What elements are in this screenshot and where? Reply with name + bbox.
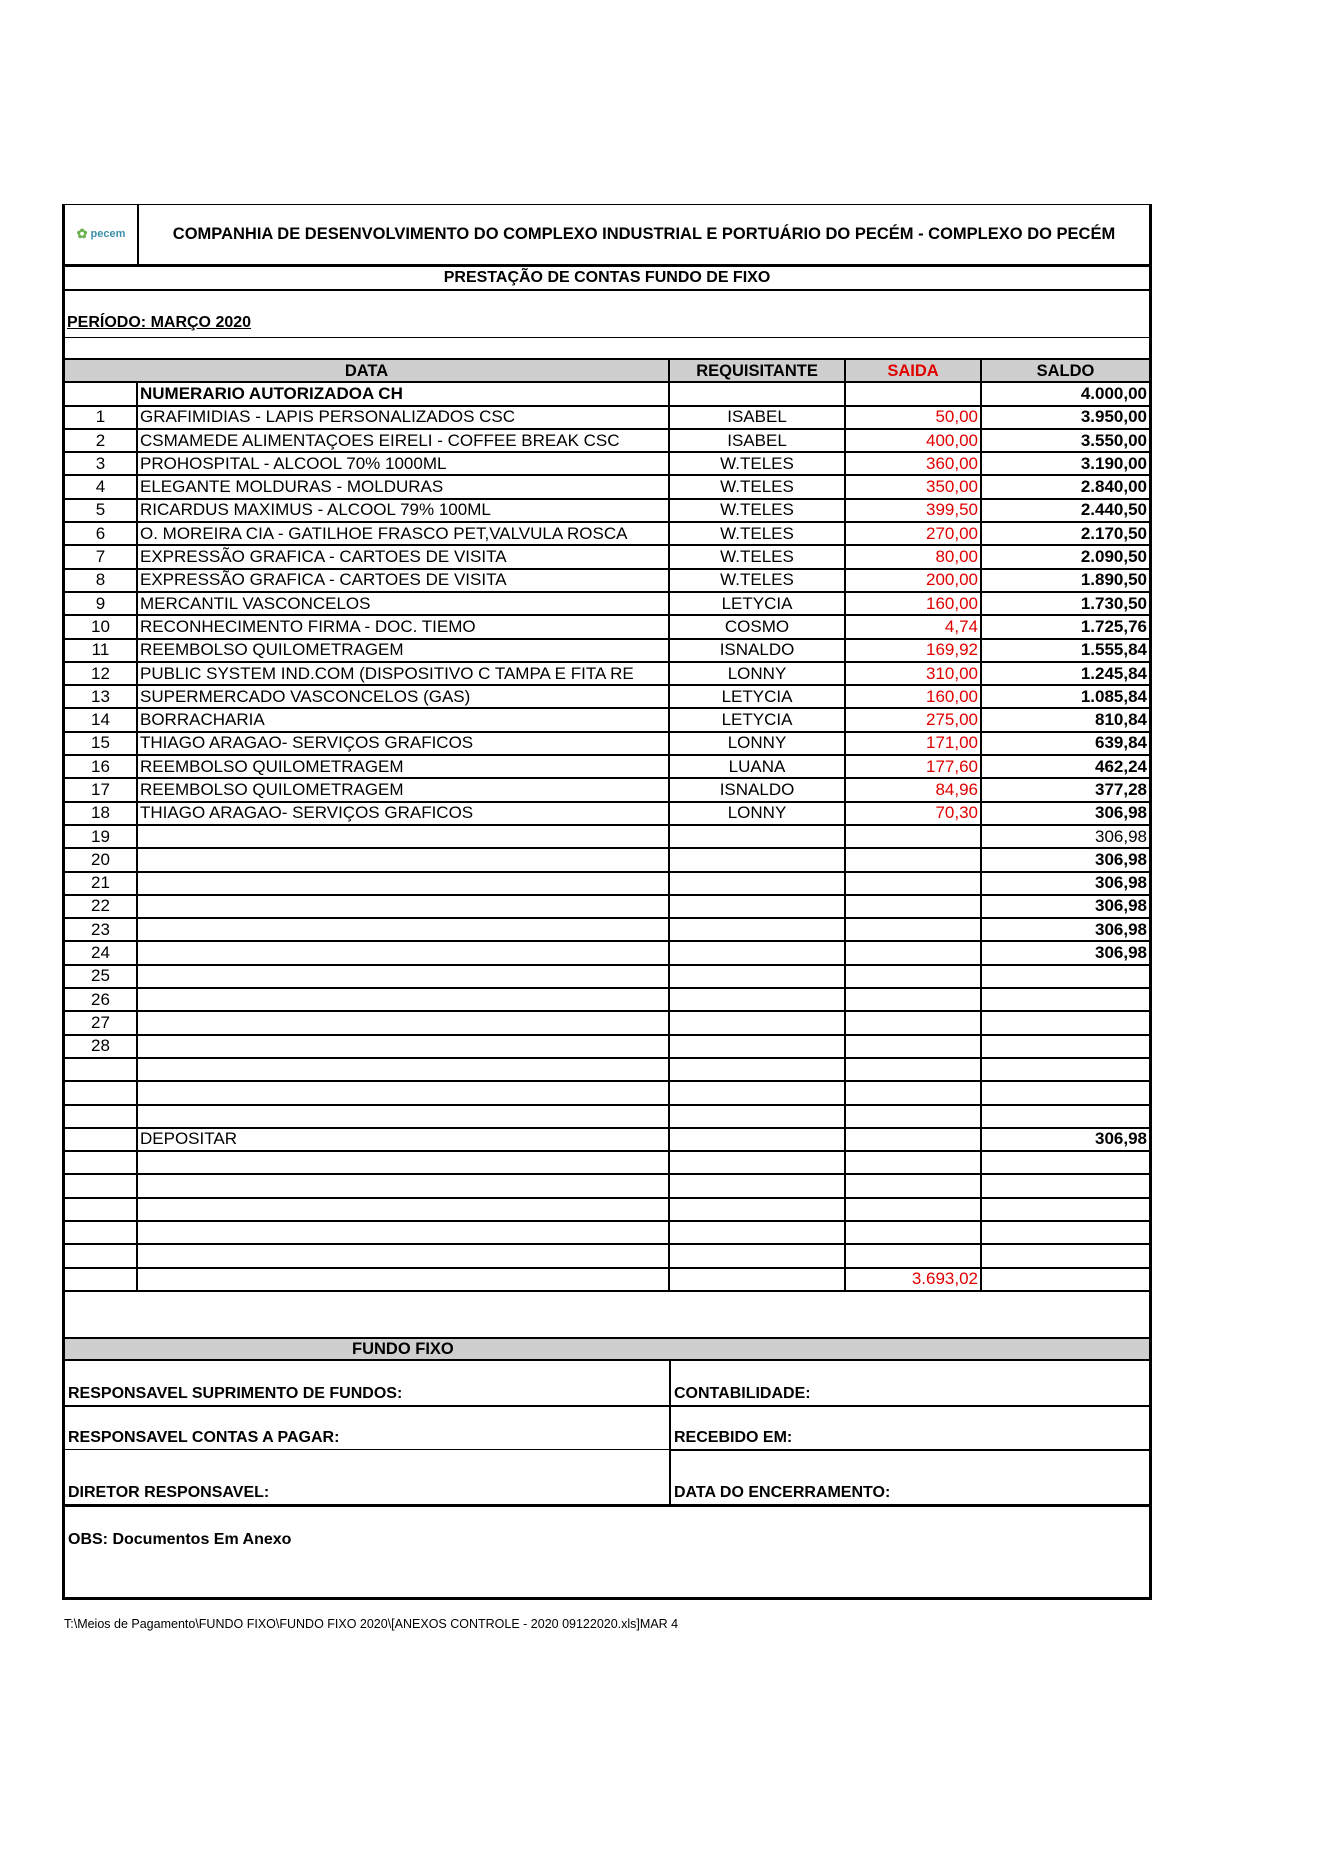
table-row — [65, 941, 1149, 964]
row-description — [137, 1151, 669, 1174]
row-description — [137, 1011, 669, 1034]
row-requisitante — [669, 965, 845, 988]
table-row — [65, 1035, 1149, 1058]
row-description: SUPERMERCADO VASCONCELOS (GAS) — [137, 685, 669, 708]
opening-saldo: 4.000,00 — [981, 382, 1149, 405]
row-description: O. MOREIRA CIA - GATILHOE FRASCO PET,VALVULA ROSCA — [137, 522, 669, 545]
row-saida: 310,00 — [845, 662, 981, 685]
row-saida — [845, 895, 981, 918]
row-number: 21 — [65, 872, 137, 895]
row-saida: 275,00 — [845, 708, 981, 731]
obs-text: OBS: Documentos Em Anexo — [68, 1530, 292, 1548]
row-description: PROHOSPITAL - ALCOOL 70% 1000ML — [137, 452, 669, 475]
row-description — [137, 918, 669, 941]
row-requisitante — [669, 1174, 845, 1197]
row-saida — [845, 1221, 981, 1244]
row-requisitante: ISABEL — [669, 406, 845, 429]
row-saldo: 1.730,50 — [981, 592, 1149, 615]
spacer-row — [65, 337, 1149, 360]
row-saldo: 462,24 — [981, 755, 1149, 778]
sig-contabilidade: CONTABILIDADE: — [674, 1384, 811, 1402]
row-saldo — [981, 1081, 1149, 1104]
table-row — [65, 1244, 1149, 1267]
row-saldo: 1.555,84 — [981, 639, 1149, 662]
row-saida — [845, 872, 981, 895]
row-description: RICARDUS MAXIMUS - ALCOOL 79% 100ML — [137, 499, 669, 522]
row-number: 6 — [65, 522, 137, 545]
row-requisitante — [669, 872, 845, 895]
table-row — [65, 895, 1149, 918]
row-description — [137, 965, 669, 988]
row-number — [65, 1198, 137, 1221]
row-saldo — [981, 1244, 1149, 1267]
table-row — [65, 406, 1149, 429]
row-description: THIAGO ARAGAO- SERVIÇOS GRAFICOS — [137, 802, 669, 825]
row-description — [137, 1174, 669, 1197]
row-saida — [845, 1105, 981, 1128]
row-requisitante — [669, 1221, 845, 1244]
table-row — [65, 1081, 1149, 1104]
row-description — [137, 1081, 669, 1104]
row-saldo: 306,98 — [981, 895, 1149, 918]
row-number: 20 — [65, 848, 137, 871]
row-requisitante: W.TELES — [669, 452, 845, 475]
table-row — [65, 522, 1149, 545]
fundo-fixo-label: FUNDO FIXO — [65, 1339, 1149, 1361]
row-saldo: 306,98 — [981, 941, 1149, 964]
table-row — [65, 569, 1149, 592]
row-number: 25 — [65, 965, 137, 988]
row-description: PUBLIC SYSTEM IND.COM (DISPOSITIVO C TAMPA E FITA RE — [137, 662, 669, 685]
row-saida — [845, 1174, 981, 1197]
period-section — [65, 291, 1149, 337]
table-row — [65, 1221, 1149, 1244]
row-saida: 400,00 — [845, 429, 981, 452]
row-description: RECONHECIMENTO FIRMA - DOC. TIEMO — [137, 615, 669, 638]
row-saldo: 306,98 — [981, 918, 1149, 941]
sig-encerramento: DATA DO ENCERRAMENTO: — [674, 1483, 891, 1501]
row-description — [137, 941, 669, 964]
row-saldo: 1.725,76 — [981, 615, 1149, 638]
row-description — [137, 848, 669, 871]
row-description — [137, 1244, 669, 1267]
row-saida — [845, 1244, 981, 1267]
table-row — [65, 708, 1149, 731]
row-requisitante: W.TELES — [669, 475, 845, 498]
row-number: 28 — [65, 1035, 137, 1058]
row-requisitante: ISABEL — [669, 429, 845, 452]
row-requisitante — [669, 1011, 845, 1034]
period-label: PERÍODO: MARÇO 2020 — [67, 314, 252, 331]
col-header-saldo: SALDO — [981, 360, 1149, 382]
row-requisitante: LETYCIA — [669, 685, 845, 708]
row-saldo — [981, 1198, 1149, 1221]
row-description: REEMBOLSO QUILOMETRAGEM — [137, 639, 669, 662]
row-number: 5 — [65, 499, 137, 522]
row-requisitante: LUANA — [669, 755, 845, 778]
row-number: 14 — [65, 708, 137, 731]
table-row — [65, 1105, 1149, 1128]
row-description: REEMBOLSO QUILOMETRAGEM — [137, 755, 669, 778]
row-saida: 350,00 — [845, 475, 981, 498]
row-saldo — [981, 1151, 1149, 1174]
row-description: THIAGO ARAGAO- SERVIÇOS GRAFICOS — [137, 732, 669, 755]
row-description — [137, 895, 669, 918]
row-requisitante: LONNY — [669, 802, 845, 825]
table-row — [65, 918, 1149, 941]
row-saida — [845, 1128, 981, 1151]
row-saida: 70,30 — [845, 802, 981, 825]
row-saida — [845, 825, 981, 848]
row-number: 22 — [65, 895, 137, 918]
table-row — [65, 1198, 1149, 1221]
row-description — [137, 1221, 669, 1244]
row-requisitante — [669, 1198, 845, 1221]
row-requisitante — [669, 1151, 845, 1174]
row-description — [137, 825, 669, 848]
row-saldo: 3.190,00 — [981, 452, 1149, 475]
row-requisitante: COSMO — [669, 615, 845, 638]
row-saldo: 2.170,50 — [981, 522, 1149, 545]
sig-contas-pagar: RESPONSAVEL CONTAS A PAGAR: — [68, 1428, 340, 1446]
row-number — [65, 1058, 137, 1081]
row-number — [65, 1244, 137, 1267]
row-saldo: 306,98 — [981, 1128, 1149, 1151]
row-requisitante — [669, 1081, 845, 1104]
row-saida: 169,92 — [845, 639, 981, 662]
table-row — [65, 802, 1149, 825]
row-saida — [845, 988, 981, 1011]
row-number — [65, 1081, 137, 1104]
expense-table — [65, 360, 1149, 1292]
row-description: EXPRESSÃO GRAFICA - CARTOES DE VISITA — [137, 545, 669, 568]
row-description — [137, 1035, 669, 1058]
row-saldo: 306,98 — [981, 802, 1149, 825]
row-requisitante — [669, 988, 845, 1011]
row-saida: 80,00 — [845, 545, 981, 568]
row-number: 26 — [65, 988, 137, 1011]
row-requisitante: W.TELES — [669, 545, 845, 568]
row-saida: 3.693,02 — [845, 1268, 981, 1291]
row-description: ELEGANTE MOLDURAS - MOLDURAS — [137, 475, 669, 498]
row-saldo: 2.090,50 — [981, 545, 1149, 568]
col-header-requisitante: REQUISITANTE — [669, 360, 845, 382]
row-description: CSMAMEDE ALIMENTAÇOES EIRELI - COFFEE BREAK CSC — [137, 429, 669, 452]
row-description: MERCANTIL VASCONCELOS — [137, 592, 669, 615]
report-title: PRESTAÇÃO DE CONTAS FUNDO DE FIXO — [65, 267, 1149, 291]
row-number: 23 — [65, 918, 137, 941]
row-number — [65, 1151, 137, 1174]
table-row — [65, 639, 1149, 662]
row-saldo: 2.840,00 — [981, 475, 1149, 498]
sig-recebido: RECEBIDO EM: — [674, 1428, 793, 1446]
col-header-data: DATA — [65, 360, 669, 382]
row-saida: 84,96 — [845, 778, 981, 801]
row-saida: 360,00 — [845, 452, 981, 475]
row-number: 19 — [65, 825, 137, 848]
row-saldo — [981, 988, 1149, 1011]
row-number: 24 — [65, 941, 137, 964]
table-row — [65, 429, 1149, 452]
row-saldo: 810,84 — [981, 708, 1149, 731]
row-number: 4 — [65, 475, 137, 498]
signature-block — [65, 1361, 1149, 1504]
logo-text: pecem — [90, 228, 126, 240]
row-saida: 171,00 — [845, 732, 981, 755]
row-saida: 50,00 — [845, 406, 981, 429]
row-requisitante: W.TELES — [669, 569, 845, 592]
row-saldo — [981, 965, 1149, 988]
table-row — [65, 778, 1149, 801]
row-number: 17 — [65, 778, 137, 801]
row-saldo: 377,28 — [981, 778, 1149, 801]
row-saldo: 306,98 — [981, 825, 1149, 848]
row-saldo — [981, 1221, 1149, 1244]
spacer-row — [65, 1292, 1149, 1339]
row-saida: 160,00 — [845, 592, 981, 615]
table-row — [65, 662, 1149, 685]
row-description — [137, 872, 669, 895]
opening-label: NUMERARIO AUTORIZADOA CH — [137, 382, 669, 405]
col-header-saida: SAIDA — [845, 360, 981, 382]
sig-suprimento: RESPONSAVEL SUPRIMENTO DE FUNDOS: — [68, 1384, 403, 1402]
table-row — [65, 1268, 1149, 1291]
row-saldo: 3.550,00 — [981, 429, 1149, 452]
row-requisitante: LETYCIA — [669, 592, 845, 615]
row-number: 7 — [65, 545, 137, 568]
row-requisitante — [669, 1035, 845, 1058]
row-number — [65, 1268, 137, 1291]
row-requisitante: LETYCIA — [669, 708, 845, 731]
table-row — [65, 475, 1149, 498]
row-number: 8 — [65, 569, 137, 592]
row-saldo: 1.245,84 — [981, 662, 1149, 685]
row-saldo: 306,98 — [981, 872, 1149, 895]
row-number: 27 — [65, 1011, 137, 1034]
row-number: 13 — [65, 685, 137, 708]
file-path-footer: T:\Meios de Pagamento\FUNDO FIXO\FUNDO FIXO 2020\[ANEXOS CONTROLE - 2020 09122020.xls]MAR 4 — [64, 1617, 679, 1631]
table-row — [65, 965, 1149, 988]
row-description: GRAFIMIDIAS - LAPIS PERSONALIZADOS CSC — [137, 406, 669, 429]
table-row — [65, 988, 1149, 1011]
company-name: COMPANHIA DE DESENVOLVIMENTO DO COMPLEXO INDUSTRIAL E PORTUÁRIO DO PECÉM - COMPLEXO DO PECÉM — [172, 225, 1116, 243]
table-row — [65, 872, 1149, 895]
row-number: 18 — [65, 802, 137, 825]
row-description — [137, 988, 669, 1011]
row-number: 9 — [65, 592, 137, 615]
row-number: 15 — [65, 732, 137, 755]
row-saida: 4,74 — [845, 615, 981, 638]
row-requisitante — [669, 1058, 845, 1081]
row-saldo: 306,98 — [981, 848, 1149, 871]
row-requisitante: ISNALDO — [669, 778, 845, 801]
row-saldo: 2.440,50 — [981, 499, 1149, 522]
obs-section — [65, 1504, 1149, 1597]
row-saida: 399,50 — [845, 499, 981, 522]
row-number: 1 — [65, 406, 137, 429]
table-row — [65, 685, 1149, 708]
row-saldo — [981, 1011, 1149, 1034]
row-requisitante: W.TELES — [669, 522, 845, 545]
table-row — [65, 1011, 1149, 1034]
row-saida — [845, 848, 981, 871]
row-saida — [845, 965, 981, 988]
row-saldo: 639,84 — [981, 732, 1149, 755]
table-row — [65, 1058, 1149, 1081]
row-saida — [845, 1035, 981, 1058]
row-saldo — [981, 1268, 1149, 1291]
row-saida — [845, 941, 981, 964]
row-number — [65, 1174, 137, 1197]
row-saida: 160,00 — [845, 685, 981, 708]
leaf-icon: ✿ — [76, 226, 88, 241]
row-number — [65, 1105, 137, 1128]
table-row — [65, 1128, 1149, 1151]
fund-report-sheet — [62, 204, 1152, 1600]
row-requisitante: ISNALDO — [669, 639, 845, 662]
row-description: REEMBOLSO QUILOMETRAGEM — [137, 778, 669, 801]
row-description — [137, 1058, 669, 1081]
row-requisitante — [669, 1268, 845, 1291]
row-saida — [845, 918, 981, 941]
table-row — [65, 545, 1149, 568]
row-requisitante: LONNY — [669, 732, 845, 755]
table-row — [65, 732, 1149, 755]
row-description — [137, 1268, 669, 1291]
row-requisitante — [669, 848, 845, 871]
sig-diretor: DIRETOR RESPONSAVEL: — [68, 1483, 270, 1501]
row-saldo: 3.950,00 — [981, 406, 1149, 429]
row-description — [137, 1105, 669, 1128]
company-logo — [65, 204, 139, 264]
row-description: BORRACHARIA — [137, 708, 669, 731]
row-requisitante — [669, 895, 845, 918]
table-row — [65, 1174, 1149, 1197]
row-description — [137, 1198, 669, 1221]
row-saida: 200,00 — [845, 569, 981, 592]
row-requisitante — [669, 1128, 845, 1151]
row-requisitante — [669, 825, 845, 848]
row-number: 12 — [65, 662, 137, 685]
row-saida — [845, 1011, 981, 1034]
row-number: 11 — [65, 639, 137, 662]
table-row — [65, 755, 1149, 778]
row-number: 10 — [65, 615, 137, 638]
table-row — [65, 592, 1149, 615]
row-number: 3 — [65, 452, 137, 475]
row-saldo — [981, 1058, 1149, 1081]
row-saida: 270,00 — [845, 522, 981, 545]
table-row — [65, 848, 1149, 871]
row-description: EXPRESSÃO GRAFICA - CARTOES DE VISITA — [137, 569, 669, 592]
table-row — [65, 615, 1149, 638]
table-row — [65, 452, 1149, 475]
row-saldo — [981, 1105, 1149, 1128]
table-row — [65, 825, 1149, 848]
row-requisitante — [669, 1105, 845, 1128]
row-number — [65, 1221, 137, 1244]
row-requisitante: LONNY — [669, 662, 845, 685]
row-requisitante: W.TELES — [669, 499, 845, 522]
row-requisitante — [669, 918, 845, 941]
row-saldo — [981, 1174, 1149, 1197]
row-saldo: 1.890,50 — [981, 569, 1149, 592]
table-row — [65, 499, 1149, 522]
row-number: 16 — [65, 755, 137, 778]
table-header-row — [65, 360, 1149, 382]
row-saida — [845, 1081, 981, 1104]
row-saida — [845, 1151, 981, 1174]
row-saida: 177,60 — [845, 755, 981, 778]
row-number — [65, 1128, 137, 1151]
report-header — [65, 204, 1149, 267]
table-row — [65, 1151, 1149, 1174]
row-saldo — [981, 1035, 1149, 1058]
row-number: 2 — [65, 429, 137, 452]
row-description: DEPOSITAR — [137, 1128, 669, 1151]
opening-row — [65, 382, 1149, 405]
row-saida — [845, 1058, 981, 1081]
row-requisitante — [669, 1244, 845, 1267]
row-requisitante — [669, 941, 845, 964]
row-saldo: 1.085,84 — [981, 685, 1149, 708]
row-saida — [845, 1198, 981, 1221]
